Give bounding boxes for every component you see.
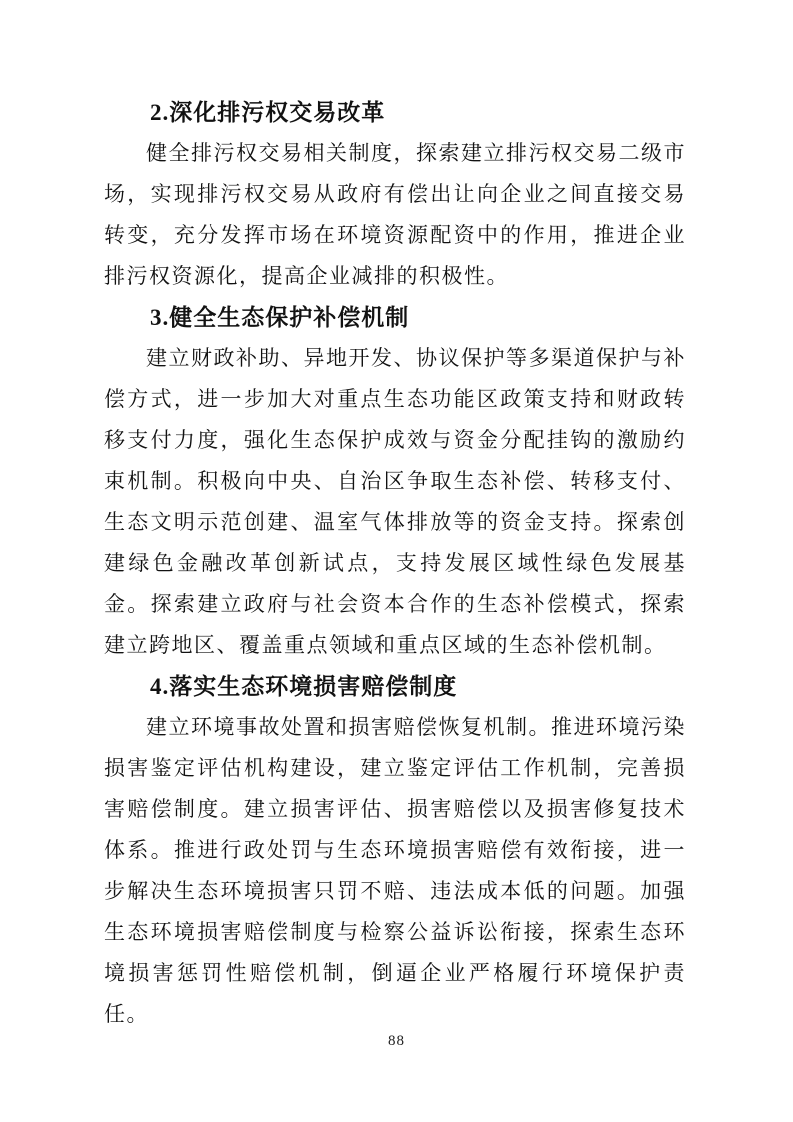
section-heading: 3.健全生态保护补偿机制	[150, 305, 410, 330]
section-paragraph: 建立环境事故处置和损害赔偿恢复机制。推进环境污染损害鉴定评估机构建设，建立鉴定评估工作机制，完善损害赔偿制度。建立损害评估、损害赔偿以及损害修复技术体系。推进行政处罚与生态环境损害赔偿有效衔接，进一步解决生态环境损害只罚不赔、违法成本低的问题。加强生态环境损害赔偿制度与检察公益诉讼衔接，探索生态环境损害惩罚性赔偿机制，倒逼企业严格履行环境保护责任。	[104, 715, 686, 1026]
section-heading: 2.深化排污权交易改革	[150, 100, 386, 125]
page-number: 88	[388, 1033, 405, 1049]
document-body	[104, 92, 686, 1035]
section-eco-compensation	[104, 297, 686, 666]
section-damage-compensation	[104, 666, 686, 1035]
section-paragraph: 健全排污权交易相关制度，探索建立排污权交易二级市场，实现排污权交易从政府有偿出让向企业之间直接交易转变，充分发挥市场在环境资源配资中的作用，推进企业排污权资源化，提高企业减排的积极性。	[104, 141, 686, 288]
section-paragraph: 建立财政补助、异地开发、协议保护等多渠道保护与补偿方式，进一步加大对重点生态功能区政策支持和财政转移支付力度，强化生态保护成效与资金分配挂钩的激励约束机制。积极向中央、自治区争取生态补偿、转移支付、生态文明示范创建、温室气体排放等的资金支持。探索创建绿色金融改革创新试点，支持发展区域性绿色发展基金。探索建立政府与社会资本合作的生态补偿模式，探索建立跨地区、覆盖重点领域和重点区域的生态补偿机制。	[104, 346, 686, 657]
section-heading: 4.落实生态环境损害赔偿制度	[150, 674, 458, 699]
section-pollution-rights-trading	[104, 92, 686, 297]
